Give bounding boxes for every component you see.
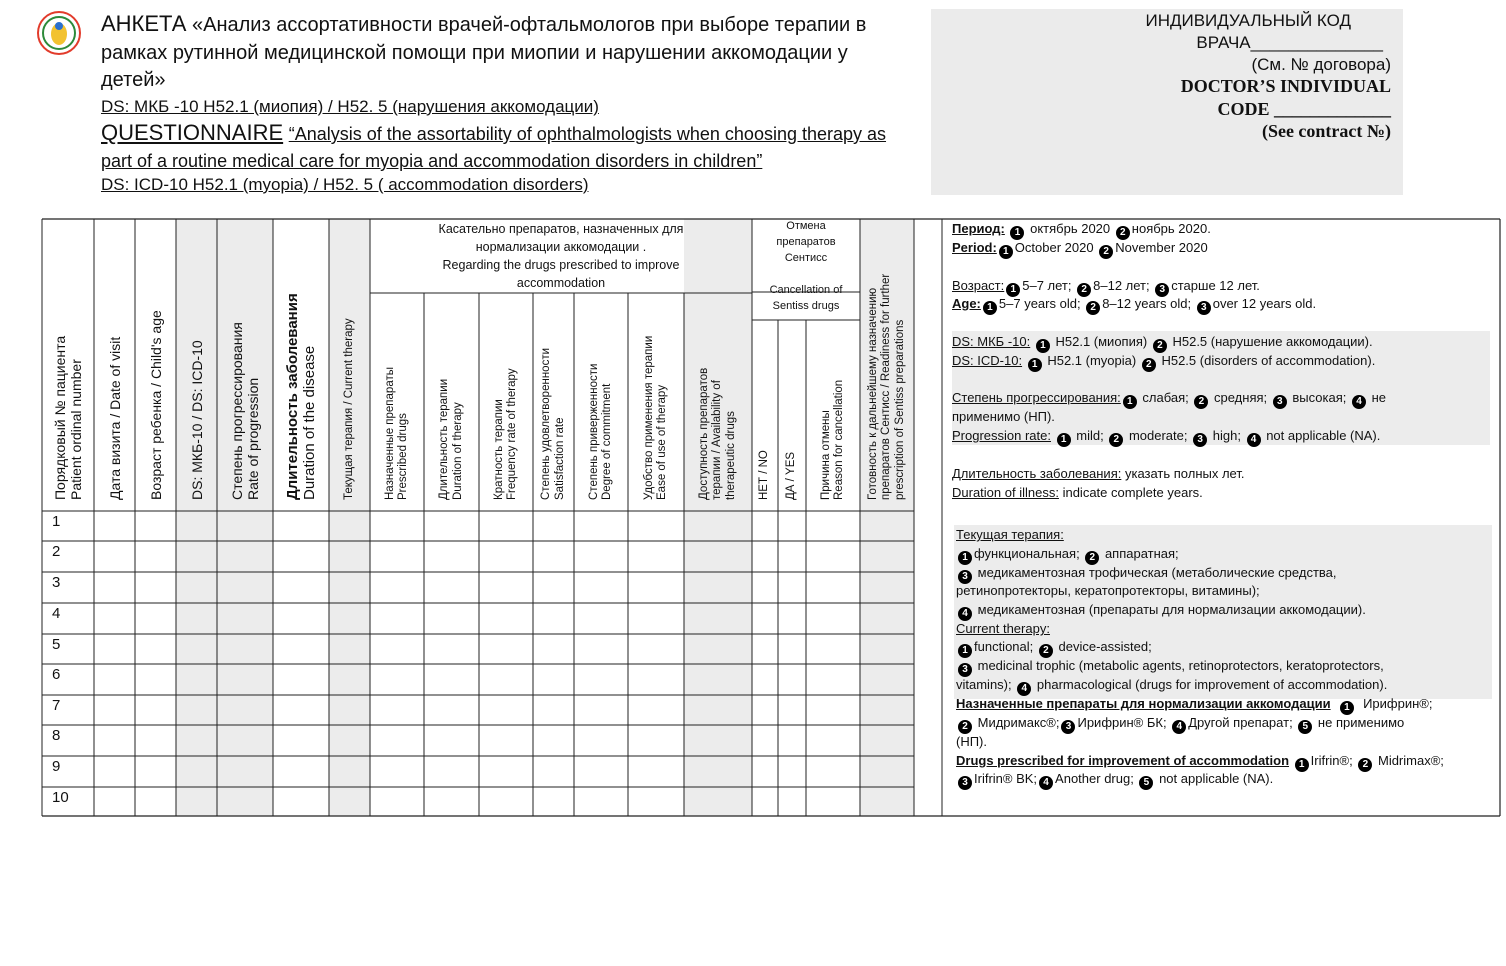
legend-therapy-en-label: Current therapy:	[956, 621, 1050, 636]
legend-drugs-ru-3: (НП).	[956, 734, 988, 749]
column-header-text: Удобство применения терапии	[642, 335, 655, 500]
row-number: 6	[52, 666, 61, 683]
column-header-text: Duration of therapy	[451, 402, 464, 500]
legend-therapy-ru-1: 1 функциональная; 2 аппаратная;	[956, 545, 1179, 565]
column-header-text: Порядковый № пациента	[52, 335, 68, 500]
title-ru-text: «Анализ ассортативности врачей-офтальмологов при выборе терапии в	[192, 14, 867, 36]
legend-ds-en: DS: ICD-10: 1 H52.1 (myopia) 2 H52.5 (disorders of accommodation).	[952, 353, 1376, 370]
column-header-text: Reason for cancellation	[833, 379, 845, 500]
legend-progression-ru: Степень прогрессирования: 1 слабая; 2 средняя; 3 высокая; 4 не	[952, 390, 1387, 407]
column-header-text: Rate of progression	[245, 377, 261, 500]
group-header-drugs	[371, 220, 751, 292]
column-header-text: Причина отмены	[819, 410, 832, 500]
column-header-text: НЕТ / NO	[758, 450, 771, 500]
column-header-text: препаратов Сентисс / Readiness for further	[880, 273, 893, 500]
legend-duration-en: Duration of illness: indicate complete years.	[952, 485, 1203, 500]
column-header-text: Degree of commitment	[601, 383, 613, 500]
group-header-cancel	[752, 218, 860, 314]
group-cancel-l5: Cancellation of	[769, 284, 843, 296]
legend-therapy-en-3: 3 medicinal trophic (metabolic agents, retinoprotectors, keratoprotectors,	[956, 657, 1384, 677]
row-number: 2	[52, 543, 61, 560]
group-cancel-l6: Sentiss drugs	[772, 300, 840, 312]
legend-therapy-ru-label: Текущая терапия:	[956, 527, 1064, 542]
column-header-text: Дата визита / Date of visit	[106, 336, 123, 500]
title-ru-line2: рамках рутинной медицинской помощи при миопии и нарушении аккомодации у	[101, 42, 848, 64]
legend-drugs-en-2: 3 Irifrin® BK; 4 Another drug; 5 not applicable (NA).	[956, 770, 1273, 790]
group-drugs-l3: Regarding the drugs prescribed to improve	[442, 258, 680, 272]
legend-period-ru: Период: 1 октябрь 2020 2 ноябрь 2020.	[952, 221, 1211, 238]
group-drugs-l2: нормализации аккомодации .	[475, 240, 647, 254]
legend-therapy-en-1: 1 functional; 2 device-assisted;	[956, 638, 1152, 658]
column-header-text: DS: МКБ-10 / DS: ICD-10	[188, 340, 205, 500]
column-header-text: Степень удовлетворенности	[540, 347, 552, 500]
row-number: 9	[52, 758, 61, 775]
legend-therapy-ru-4: 4 медикаментозная (препараты для нормализации аккомодации).	[956, 601, 1366, 621]
code-ru-1: ИНДИВИДУАЛЬНЫЙ КОД	[1145, 11, 1351, 30]
legend-progression-ru-cont: применимо (НП).	[952, 409, 1055, 424]
row-number: 5	[52, 636, 61, 653]
column-header-text: Доступность препаратов	[697, 367, 710, 500]
title-en-text: “Analysis of the assortability of ophthalmologists when choosing therapy as	[288, 124, 887, 144]
column-header-text: ДА / YES	[785, 451, 798, 500]
group-cancel-l2: препаратов	[776, 236, 836, 248]
column-header-text: prescription of Sentiss preparations	[893, 319, 906, 500]
ds-ru-line: DS: МКБ -10 H52.1 (миопия) / H52. 5 (нарушения аккомодации)	[101, 97, 599, 116]
column-header-text: Prescribed drugs	[397, 413, 409, 500]
title-ru-label: АНКЕТА	[101, 11, 187, 36]
row-number: 4	[52, 605, 61, 622]
legend-therapy-ru-3b: ретинопротекторы, кератопротекторы, витамины);	[956, 583, 1260, 598]
shaded-column	[176, 219, 217, 816]
code-ru-3: (См. № договора)	[1251, 55, 1391, 74]
group-cancel-l1: Отмена	[786, 220, 826, 232]
code-en-3: (See contract №)	[1261, 121, 1391, 141]
column-header-text: Возраст ребенка / Child's age	[147, 310, 164, 500]
num-2-icon: 2	[1116, 226, 1130, 240]
column-header-text: Назначенные препараты	[383, 367, 396, 500]
legend-duration-ru: Длительность заболевания: указать полных лет.	[952, 466, 1245, 481]
column-header-text: Patient ordinal number	[68, 359, 84, 500]
column-header-text: Ease of use of therapy	[656, 384, 668, 500]
legend-drugs-en: Drugs prescribed for improvement of accommodation 1 Irifrin®; 2 Midrimax®;	[956, 753, 1444, 770]
column-header-text: Степень приверженности	[587, 363, 600, 500]
column-header-text: Duration of the disease	[301, 345, 318, 500]
shaded-column	[329, 219, 370, 816]
legend-age-ru: Возраст: 1 5–7 лет; 2 8–12 лет; 3 старше 12 лет.	[952, 278, 1260, 295]
title-en-label: QUESTIONNAIRE	[101, 120, 284, 145]
code-en-2: CODE _____________	[1217, 99, 1391, 119]
column-header-text: Степень прогрессирования	[229, 322, 245, 500]
row-number: 3	[52, 574, 61, 591]
title-en-line2: part of a routine medical care for myopia and accommodation disorders in children”	[101, 151, 763, 171]
ds-en-line: DS: ICD-10 H52.1 (myopia) / H52. 5 ( accommodation disorders)	[101, 175, 589, 194]
column-header-text: Готовность к дальнейшему назначению	[866, 287, 879, 500]
row-number: 8	[52, 727, 61, 744]
row-number: 7	[52, 697, 61, 714]
column-header-text: Кратность терапии	[492, 399, 505, 500]
shaded-column	[217, 219, 273, 816]
num-1-icon: 1	[1010, 226, 1024, 240]
legend-drugs-ru-2: 2 Мидримакс®; 3 Ирифрин® БК; 4 Другой препарат; 5 не применимо	[956, 714, 1404, 734]
legend-period-en: Period: 1 October 2020 2 November 2020	[952, 240, 1208, 257]
group-drugs-l1: Касательно препаратов, назначенных для	[438, 222, 684, 236]
legend-age-en: Age: 1 5–7 years old; 2 8–12 years old; 3 over 12 years old.	[952, 296, 1317, 313]
column-header-text: Длительность терапии	[438, 378, 450, 500]
column-header-text: Frequency rate of therapy	[506, 368, 518, 500]
column-header-text: Длительность заболевания	[284, 293, 301, 500]
legend-therapy-ru-3: 3 медикаментозная трофическая (метаболические средства,	[956, 564, 1337, 584]
code-ru-2: ВРАЧА______________	[1196, 33, 1383, 52]
column-header-text: therapeutic drugs	[724, 411, 737, 500]
group-drugs-l4: accommodation	[516, 276, 606, 290]
title-ru-line3: детей»	[101, 69, 166, 91]
column-header-text: Текущая терапия / Current therapy	[342, 318, 355, 500]
row-number: 10	[52, 789, 69, 806]
legend-drugs-ru: Назначенные препараты для нормализации аккомодации 1 Ирифрин®;	[956, 696, 1433, 713]
shaded-column	[684, 219, 752, 816]
row-number: 1	[52, 513, 61, 530]
column-header-text: Satisfaction rate	[553, 417, 566, 500]
legend-ds-ru: DS: МКБ -10: 1 H52.1 (миопия) 2 H52.5 (нарушение аккомодации).	[952, 334, 1373, 351]
legend-therapy-en-3b: vitamins); 4 pharmacological (drugs for improvement of accommodation).	[956, 677, 1388, 694]
group-cancel-l3: Сентисс	[784, 252, 828, 264]
code-en-1: DOCTOR’S INDIVIDUAL	[1180, 76, 1391, 96]
legend-progression-en: Progression rate: 1 mild; 2 moderate; 3 high; 4 not applicable (NA).	[952, 428, 1381, 445]
column-header-text: терапии / Availability of	[711, 380, 724, 500]
